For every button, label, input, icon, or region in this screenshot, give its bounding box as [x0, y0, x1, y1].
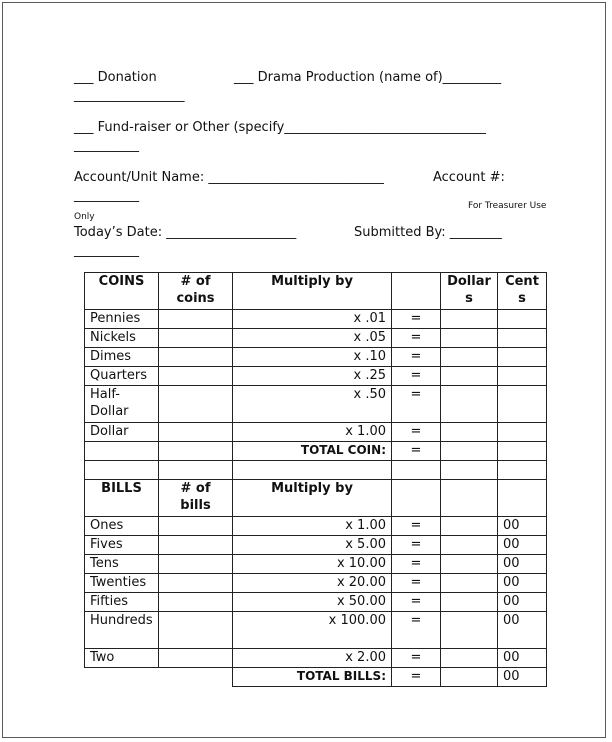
- bill-count-cell[interactable]: [159, 517, 233, 536]
- total-coin-cents-cell[interactable]: [498, 442, 547, 461]
- submitted-by-line: __________: [74, 243, 139, 258]
- dollars-header: Dollar s: [441, 273, 498, 310]
- coin-label: Pennies: [85, 310, 159, 329]
- empty-cell: [392, 480, 441, 517]
- cents-cell: 00: [498, 517, 547, 536]
- bills-count-header: # of bills: [159, 480, 233, 517]
- cents-cell: 00: [498, 536, 547, 555]
- dollars-cell[interactable]: [441, 593, 498, 612]
- coin-multiplier: x 1.00: [233, 423, 392, 442]
- cents-cell: 00: [498, 593, 547, 612]
- equals-sign: =: [392, 649, 441, 668]
- fundraiser-option: ___ Fund-raiser or Other (specify_______________________________: [74, 120, 486, 135]
- empty-cell: [498, 480, 547, 517]
- coin-count-cell[interactable]: [159, 329, 233, 348]
- bill-multiplier: x 2.00: [233, 649, 392, 668]
- account-number-label: Account #:: [433, 170, 505, 185]
- coin-label: Dollar: [85, 423, 159, 442]
- coins-eq-header: [392, 273, 441, 310]
- table-row: [85, 612, 547, 649]
- bill-count-cell[interactable]: [159, 574, 233, 593]
- empty-cell: [159, 668, 233, 687]
- equals-sign: =: [392, 555, 441, 574]
- cents-cell[interactable]: [498, 423, 547, 442]
- account-unit-name-field: Account/Unit Name: ___________________________: [74, 170, 384, 185]
- cents-cell[interactable]: [498, 348, 547, 367]
- donation-option: ___ Donation: [74, 70, 157, 85]
- dollars-cell[interactable]: [441, 310, 498, 329]
- coin-label: Half-Dollar: [85, 386, 159, 423]
- treasurer-use-only: Only: [74, 212, 95, 222]
- table-row: [85, 649, 547, 668]
- equals-sign: =: [392, 612, 441, 649]
- coins-header: COINS: [85, 273, 159, 310]
- dollars-cell[interactable]: [441, 386, 498, 423]
- coins-count-header: # of coins: [159, 273, 233, 310]
- bills-multiply-header: Multiply by: [233, 480, 392, 517]
- coin-count-cell[interactable]: [159, 367, 233, 386]
- equals-sign: =: [392, 574, 441, 593]
- drama-production-option: ___ Drama Production (name of)_________: [234, 70, 502, 85]
- empty-cell: [441, 461, 498, 480]
- cents-cell: 00: [498, 649, 547, 668]
- cents-header: Cent s: [498, 273, 547, 310]
- bill-count-cell[interactable]: [159, 612, 233, 649]
- equals-sign: =: [392, 386, 441, 423]
- coin-label: Nickels: [85, 329, 159, 348]
- cents-cell: 00: [498, 574, 547, 593]
- bill-label: Ones: [85, 517, 159, 536]
- coin-label: Dimes: [85, 348, 159, 367]
- fundraiser-specify-line: __________: [74, 138, 139, 153]
- equals-sign: =: [392, 329, 441, 348]
- submitted-by-field: Submitted By: ________: [354, 225, 502, 240]
- dollars-cell[interactable]: [441, 574, 498, 593]
- coins-header-row: [85, 273, 547, 310]
- bill-multiplier: x 1.00: [233, 517, 392, 536]
- total-coin-row: [85, 442, 547, 461]
- coin-count-cell[interactable]: [159, 386, 233, 423]
- cents-cell[interactable]: [498, 367, 547, 386]
- equals-sign: =: [392, 423, 441, 442]
- drama-production-name-line: _________________: [74, 88, 185, 103]
- empty-cell: [85, 461, 159, 480]
- cents-cell[interactable]: [498, 329, 547, 348]
- coin-multiplier: x .50: [233, 386, 392, 423]
- cents-cell: 00: [498, 555, 547, 574]
- bill-count-cell[interactable]: [159, 593, 233, 612]
- coin-count-cell[interactable]: [159, 348, 233, 367]
- empty-cell: [233, 461, 392, 480]
- table-row: [85, 386, 547, 423]
- bill-multiplier: x 10.00: [233, 555, 392, 574]
- bills-header: BILLS: [85, 480, 159, 517]
- coin-count-cell[interactable]: [159, 423, 233, 442]
- equals-sign: =: [392, 310, 441, 329]
- coin-multiplier: x .25: [233, 367, 392, 386]
- bill-multiplier: x 20.00: [233, 574, 392, 593]
- bill-count-cell[interactable]: [159, 649, 233, 668]
- dollars-cell[interactable]: [441, 423, 498, 442]
- bill-count-cell[interactable]: [159, 555, 233, 574]
- dollars-cell[interactable]: [441, 329, 498, 348]
- equals-sign: =: [392, 593, 441, 612]
- table-row: [85, 310, 547, 329]
- table-row: [85, 593, 547, 612]
- total-coin-dollars-cell[interactable]: [441, 442, 498, 461]
- empty-cell: [392, 461, 441, 480]
- bill-multiplier: x 100.00: [233, 612, 392, 649]
- coin-count-cell[interactable]: [159, 310, 233, 329]
- coin-label: Quarters: [85, 367, 159, 386]
- equals-sign: =: [392, 442, 441, 461]
- table-row: [85, 329, 547, 348]
- bill-label: Tens: [85, 555, 159, 574]
- dollars-cell[interactable]: [441, 536, 498, 555]
- treasurer-use-note: For Treasurer Use: [468, 201, 547, 211]
- coin-multiplier: x .05: [233, 329, 392, 348]
- dollars-cell[interactable]: [441, 612, 498, 649]
- cents-cell[interactable]: [498, 310, 547, 329]
- table-row: [85, 367, 547, 386]
- dollars-cell[interactable]: [441, 555, 498, 574]
- table-row: [85, 517, 547, 536]
- empty-cell: [85, 668, 159, 687]
- bill-multiplier: x 5.00: [233, 536, 392, 555]
- dollars-cell[interactable]: [441, 649, 498, 668]
- total-bills-row: [85, 668, 547, 687]
- equals-sign: =: [392, 348, 441, 367]
- equals-sign: =: [392, 517, 441, 536]
- empty-cell: [441, 480, 498, 517]
- dollars-cell[interactable]: [441, 517, 498, 536]
- table-row: [85, 423, 547, 442]
- cash-count-table: [84, 272, 547, 687]
- coins-multiply-header: Multiply by: [233, 273, 392, 310]
- bill-label: Fifties: [85, 593, 159, 612]
- bill-label: Two: [85, 649, 159, 668]
- total-coin-label: TOTAL COIN:: [233, 442, 392, 461]
- bill-label: Fives: [85, 536, 159, 555]
- total-bills-label: TOTAL BILLS:: [233, 668, 392, 687]
- bill-multiplier: x 50.00: [233, 593, 392, 612]
- table-row: [85, 555, 547, 574]
- cents-cell[interactable]: [498, 386, 547, 423]
- equals-sign: =: [392, 367, 441, 386]
- account-number-line: __________: [74, 188, 139, 203]
- table-row: [85, 536, 547, 555]
- bill-count-cell[interactable]: [159, 536, 233, 555]
- bill-label: Hundreds: [85, 612, 159, 649]
- empty-cell: [159, 442, 233, 461]
- bills-header-row: [85, 480, 547, 517]
- empty-cell: [159, 461, 233, 480]
- spacer-row: [85, 461, 547, 480]
- dollars-cell[interactable]: [441, 348, 498, 367]
- empty-cell: [85, 442, 159, 461]
- table-row: [85, 348, 547, 367]
- total-bills-cents: 00: [498, 668, 547, 687]
- equals-sign: =: [392, 536, 441, 555]
- todays-date-field: Today’s Date: ____________________: [74, 225, 297, 240]
- coin-multiplier: x .10: [233, 348, 392, 367]
- total-bills-dollars-cell[interactable]: [441, 668, 498, 687]
- bill-label: Twenties: [85, 574, 159, 593]
- coin-multiplier: x .01: [233, 310, 392, 329]
- dollars-cell[interactable]: [441, 367, 498, 386]
- table-row: [85, 574, 547, 593]
- empty-cell: [498, 461, 547, 480]
- equals-sign: =: [392, 668, 441, 687]
- cents-cell: 00: [498, 612, 547, 649]
